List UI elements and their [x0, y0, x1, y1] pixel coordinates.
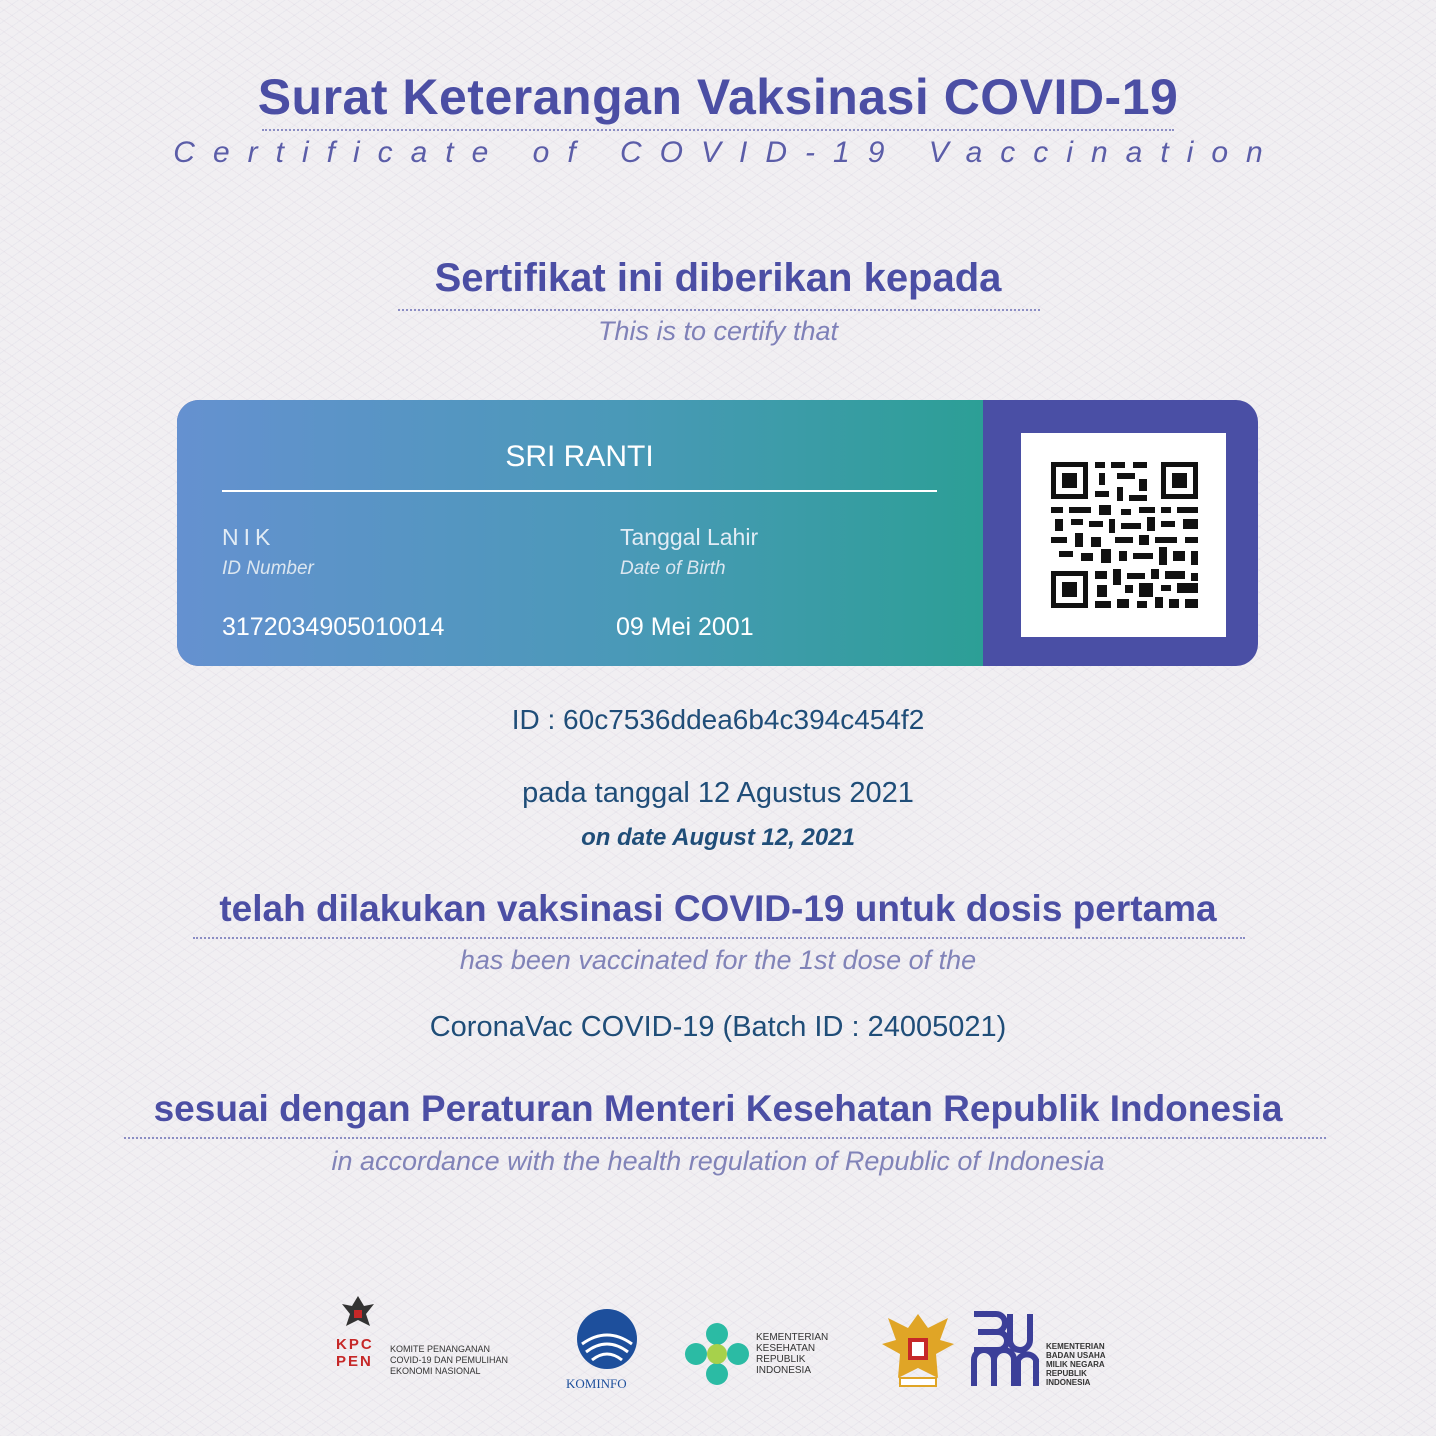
bumn-text-2: BADAN USAHA	[1046, 1351, 1106, 1360]
bumn-text-3: MILIK NEGARA	[1046, 1360, 1105, 1369]
regulation-statement-english: in accordance with the health regulation of Republic of Indonesia	[331, 1146, 1105, 1176]
bumn-text-4: REPUBLIK	[1046, 1369, 1087, 1378]
recipient-heading-english: This is to certify that	[597, 316, 839, 346]
kpcpen-text-3: EKONOMI NASIONAL	[390, 1366, 481, 1376]
qr-code[interactable]	[1021, 433, 1226, 637]
recipient-heading: Sertifikat ini diberikan kepada	[434, 256, 1002, 300]
nik-label: NIK	[222, 524, 276, 550]
nik-sublabel: ID Number	[222, 558, 314, 579]
vaccination-date-english: on date August 12, 2021	[581, 824, 855, 851]
garuda-small-icon	[338, 1292, 378, 1332]
recipient-name: SRI RANTI	[505, 440, 654, 473]
recipient-info-panel	[177, 400, 983, 666]
bumn-emblem-icon	[970, 1310, 1040, 1390]
bumn-logo	[970, 1310, 1110, 1394]
bumn-text-1: KEMENTERIAN	[1046, 1342, 1105, 1351]
dose-statement-english: has been vaccinated for the 1st dose of the	[459, 945, 977, 975]
garuda-pancasila-icon	[878, 1308, 958, 1390]
kpcpen-text-1: KOMITE PENANGANAN	[390, 1344, 491, 1354]
kpcpen-mark-line1: KPC	[336, 1336, 374, 1353]
recipient-card	[177, 400, 1258, 666]
qr-code-icon	[1021, 433, 1226, 637]
kemenkes-text-4: INDONESIA	[756, 1365, 812, 1376]
bumn-text-5: INDONESIA	[1046, 1378, 1091, 1387]
dob-value: 09 Mei 2001	[616, 613, 754, 641]
kominfo-logo	[562, 1306, 652, 1396]
dose-divider	[193, 937, 1245, 939]
certificate-subtitle: Certificate of COVID-19 Vaccination	[173, 136, 1281, 169]
nik-value: 3172034905010014	[222, 613, 445, 641]
certificate-title: Surat Keterangan Vaksinasi COVID-19	[257, 69, 1179, 125]
kominfo-label: KOMINFO	[566, 1376, 627, 1391]
regulation-statement: sesuai dengan Peraturan Menteri Kesehatan Republik Indonesia	[153, 1088, 1283, 1129]
dob-sublabel: Date of Birth	[620, 558, 726, 579]
kemenkes-logo	[684, 1322, 854, 1392]
name-underline	[222, 490, 937, 492]
kemenkes-text-2: KESEHATAN	[756, 1343, 816, 1354]
title-divider	[262, 129, 1174, 131]
regulation-divider	[124, 1137, 1326, 1139]
vaccination-date: pada tanggal 12 Agustus 2021	[522, 777, 914, 809]
kemenkes-text-3: REPUBLIK	[756, 1354, 806, 1365]
kemenkes-text-1: KEMENTERIAN	[756, 1332, 829, 1343]
dob-label: Tanggal Lahir	[620, 524, 759, 550]
dose-statement: telah dilakukan vaksinasi COVID-19 untuk dosis pertama	[219, 888, 1217, 929]
vaccine-batch: CoronaVac COVID-19 (Batch ID : 24005021)	[429, 1011, 1007, 1043]
kpcpen-logo	[336, 1292, 536, 1392]
kpcpen-mark-line2: PEN	[336, 1353, 373, 1370]
kominfo-emblem-icon	[572, 1306, 642, 1372]
certificate-id: ID : 60c7536ddea6b4c394c454f2	[511, 704, 925, 735]
garuda-logo	[878, 1308, 960, 1392]
recipient-divider	[398, 309, 1040, 311]
kpcpen-text-2: COVID-19 DAN PEMULIHAN	[390, 1355, 509, 1365]
kemenkes-emblem-icon	[684, 1322, 750, 1386]
